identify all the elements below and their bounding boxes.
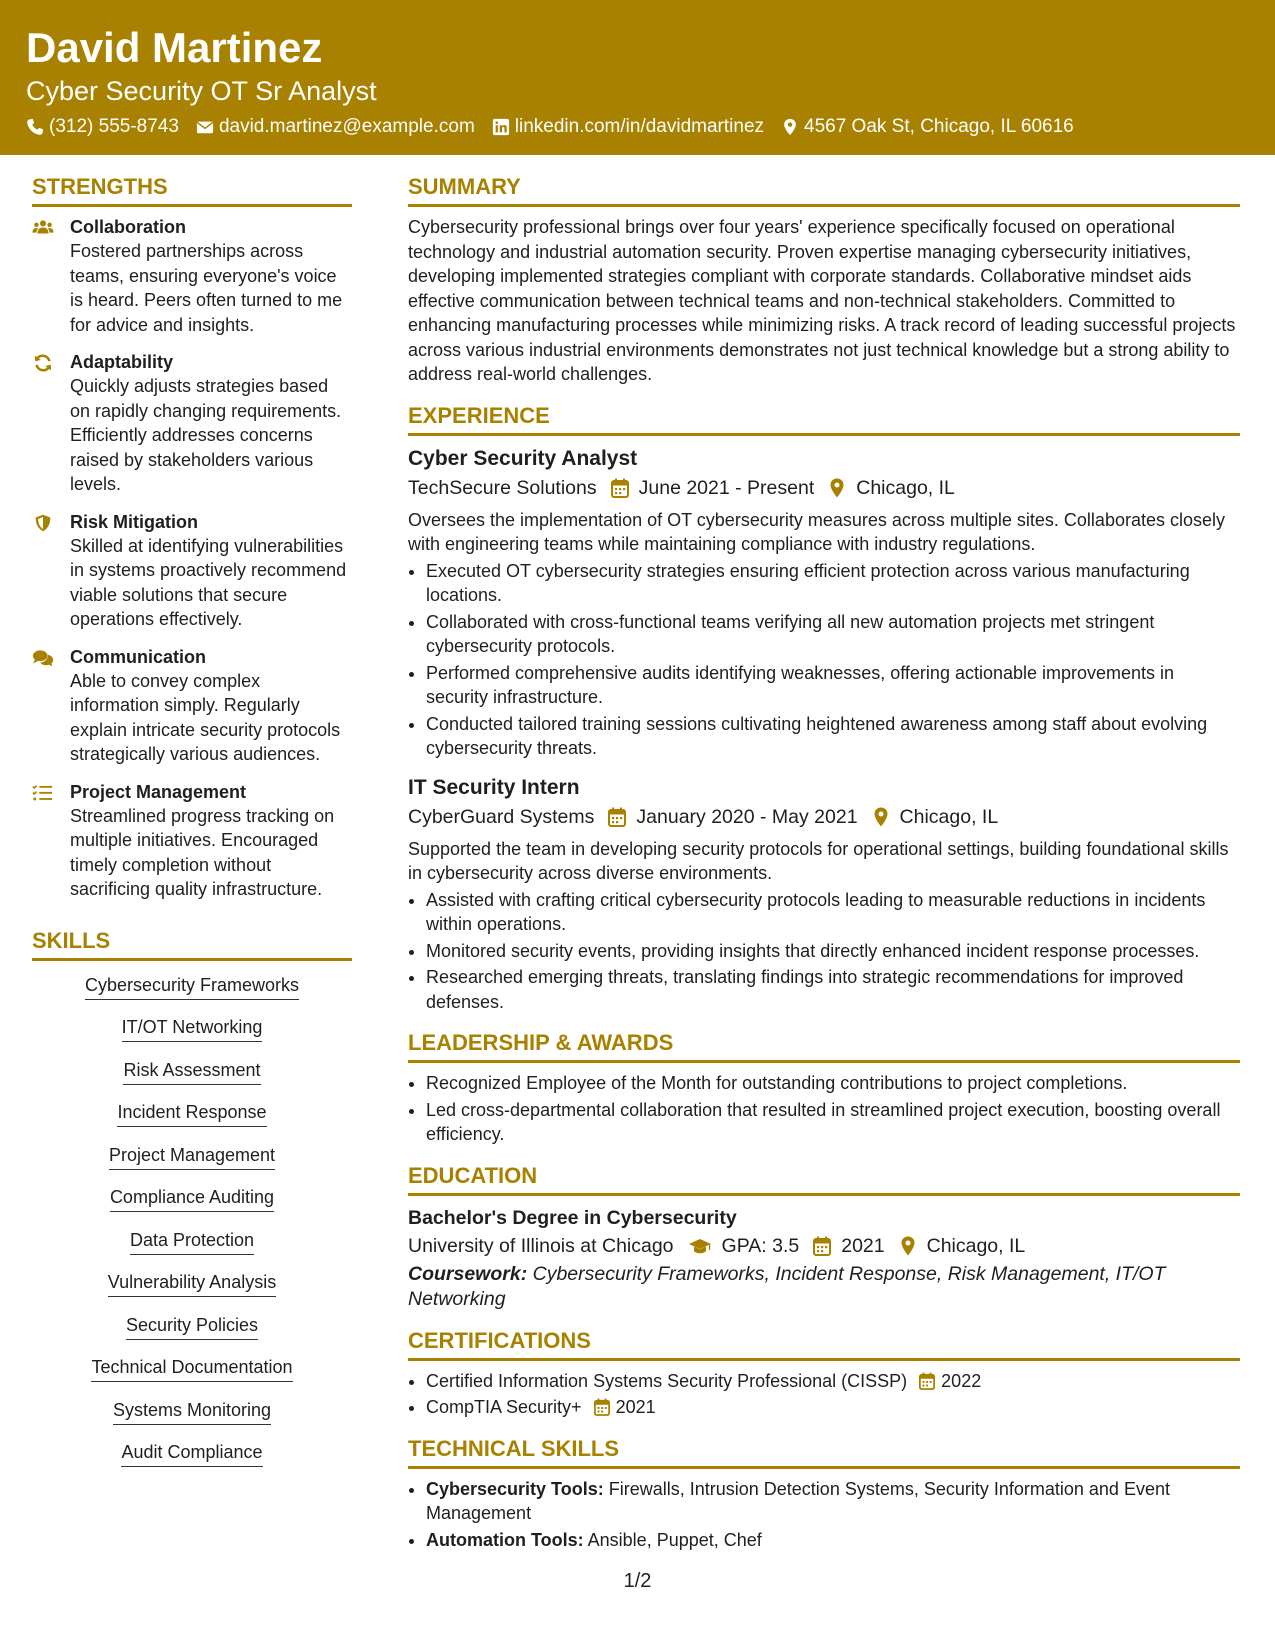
technical-skill-label: Cybersecurity Tools: (426, 1478, 604, 1499)
skill-tag: Compliance Auditing (110, 1185, 274, 1212)
calendar-icon (919, 1372, 935, 1390)
envelope-icon (196, 118, 214, 136)
certifications-list (408, 1369, 1240, 1420)
summary-text: Cybersecurity professional brings over four years' experience specifically focused on operational technology and industrial automation security. Proven expertise managing cybersecurity initiatives, developing implemented strategies compliant with corporate standards. Collaborative mindset aids effective communication between technical teams and non-technical stakeholders. Committed to enhancing manufacturing processes while minimizing risks. A track record of leading successful projects across various industrial environments demonstrates not just technical knowledge but a strong ability to address real-world challenges. (408, 217, 1236, 384)
job-description: Oversees the implementation of OT cybersecurity measures across multiple sites. Collaborates closely with engineering teams while maintaining compliance with industry regulations. (408, 509, 1225, 554)
certification-year: 2021 (615, 1397, 656, 1417)
tasks-icon (32, 780, 70, 902)
certifications-section (408, 1326, 1240, 1420)
job-bullet: • Collaborated with cross-functional teams verifying all new automation projects met stringent cybersecurity protocols. (426, 610, 1240, 659)
technical-skills-section (408, 1434, 1240, 1553)
job-bullet: • Monitored security events, providing insights that directly enhanced incident response processes. (426, 939, 1240, 964)
education-location: Chicago, IL (926, 1234, 1026, 1257)
gpa: GPA: 3.5 (721, 1234, 800, 1257)
education-section (408, 1161, 1240, 1312)
job-bullet: • Conducted tailored training sessions cultivating heightened awareness among staff about evolving cybersecurity threats. (426, 712, 1240, 761)
strength-item (32, 510, 352, 632)
skill-tag: Audit Compliance (121, 1440, 262, 1467)
section-heading: STRENGTHS (32, 172, 352, 207)
technical-skill-item (426, 1528, 1240, 1553)
skill-tag: Cybersecurity Frameworks (85, 973, 299, 1000)
company-name: TechSecure Solutions (408, 476, 597, 499)
contact-address (781, 114, 1074, 140)
contact-linkedin[interactable] (492, 114, 764, 140)
leadership-list (408, 1071, 1240, 1147)
certification-name: • CompTIA Security+ (426, 1397, 582, 1417)
page-number: 1/2 (623, 1570, 652, 1592)
skills-section (32, 926, 352, 1468)
users-icon (32, 215, 70, 337)
strength-item (32, 645, 352, 767)
strength-desc: Streamlined progress tracking on multiple initiatives. Encouraged timely completion without sacrificing quality infrastructure. (70, 805, 335, 899)
left-column (32, 172, 352, 1483)
phone-text: (312) 555-8743 (49, 116, 179, 137)
skill-tag: Technical Documentation (91, 1355, 292, 1382)
job-entry (408, 773, 1240, 1015)
skill-tag: Security Policies (126, 1313, 258, 1340)
coursework-list: Cybersecurity Frameworks, Incident Response, Risk Management, IT/OT Networking (408, 1262, 1166, 1310)
technical-skill-label: Automation Tools: (426, 1529, 584, 1550)
job-bullet: • Executed OT cybersecurity strategies ensuring efficient protection across various manufacturing locations. (426, 559, 1240, 608)
graduation-year: 2021 (841, 1234, 885, 1257)
strength-item (32, 215, 352, 337)
calendar-icon (813, 1236, 831, 1256)
technical-skill-value: Ansible, Puppet, Chef (587, 1529, 762, 1550)
job-description: Supported the team in developing security protocols for operational settings, building foundational skills in cybersecurity across diverse environments. (408, 838, 1229, 883)
strength-title: Collaboration (70, 217, 186, 237)
strength-desc: Skilled at identifying vulnerabilities in systems proactively recommend viable solutions that secure operations effectively. (70, 535, 347, 629)
strength-desc: Quickly adjusts strategies based on rapidly changing requirements. Efficiently addresses concerns raised by stakeholders various levels. (70, 376, 342, 494)
skill-tag: Data Protection (130, 1228, 254, 1255)
skill-tag: Systems Monitoring (113, 1398, 271, 1425)
candidate-title: Cyber Security OT Sr Analyst (26, 76, 377, 106)
job-bullets (408, 559, 1240, 761)
shield-icon (32, 510, 70, 632)
job-meta (408, 803, 1240, 831)
section-heading: EXPERIENCE (408, 401, 1240, 436)
certification-year: 2022 (941, 1370, 982, 1391)
leadership-section (408, 1028, 1240, 1147)
section-heading: TECHNICAL SKILLS (408, 1434, 1240, 1469)
technical-skill-value: Firewalls, Intrusion Detection Systems, Security Information and Event Management (426, 1478, 1170, 1523)
company-name: CyberGuard Systems (408, 805, 595, 828)
contact-phone[interactable] (26, 114, 179, 140)
job-meta (408, 474, 1240, 502)
sync-icon (32, 350, 70, 497)
contact-email[interactable] (196, 114, 475, 140)
section-heading: SKILLS (32, 926, 352, 961)
job-entry (408, 444, 1240, 761)
job-dates: January 2020 - May 2021 (636, 805, 858, 828)
calendar-icon (608, 807, 626, 827)
experience-section (408, 401, 1240, 1015)
contact-bar (26, 114, 1091, 140)
leadership-item: • Led cross-departmental collaboration that resulted in streamlined project execution, boosting overall efficiency. (426, 1098, 1240, 1147)
comments-icon (32, 645, 70, 767)
strength-item (32, 350, 352, 497)
candidate-name: David Martinez (26, 24, 323, 71)
certification-item (426, 1395, 1240, 1420)
education-meta (408, 1232, 1240, 1260)
job-title: IT Security Intern (408, 775, 580, 799)
phone-icon (26, 118, 44, 136)
email-text: david.martinez@example.com (218, 116, 475, 137)
map-marker-icon (872, 807, 890, 827)
strength-desc: Able to convey complex information simply. Regularly explain intricate security protocols strategically various audiences. (70, 670, 341, 764)
map-marker-icon (899, 1236, 917, 1256)
address-text: 4567 Oak St, Chicago, IL 60616 (804, 116, 1074, 137)
certification-name: • Certified Information Systems Security Professional (CISSP) (426, 1370, 908, 1391)
strength-title: Risk Mitigation (70, 511, 199, 532)
technical-skill-item (426, 1477, 1240, 1526)
skill-tag: Risk Assessment (123, 1058, 260, 1085)
map-marker-icon (781, 118, 799, 136)
job-title: Cyber Security Analyst (408, 446, 638, 470)
job-bullet: • Researched emerging threats, translating findings into strategic recommendations for improved defenses. (426, 965, 1240, 1014)
calendar-icon (611, 478, 629, 498)
section-heading: EDUCATION (408, 1161, 1240, 1196)
strength-title: Adaptability (70, 352, 174, 372)
graduation-cap-icon (688, 1236, 712, 1256)
calendar-icon (594, 1398, 610, 1416)
job-location: Chicago, IL (899, 805, 999, 828)
job-bullets (408, 888, 1240, 1015)
strength-title: Communication (70, 646, 207, 667)
right-column (408, 172, 1240, 1566)
leadership-item: • Recognized Employee of the Month for outstanding contributions to project completions. (426, 1071, 1240, 1096)
certification-item (426, 1369, 1240, 1394)
job-location: Chicago, IL (856, 476, 955, 499)
job-bullet: • Performed comprehensive audits identifying weaknesses, offering actionable improvements in security infrastructure. (426, 661, 1240, 710)
resume-header (0, 0, 1275, 155)
skills-list (32, 973, 352, 1468)
strength-desc: Fostered partnerships across teams, ensuring everyone's voice is heard. Peers often turned to me for advice and insights. (70, 241, 343, 335)
coursework (408, 1262, 1240, 1312)
strength-item (32, 780, 352, 902)
linkedin-icon (492, 118, 510, 136)
strength-title: Project Management (70, 781, 247, 802)
section-heading: CERTIFICATIONS (408, 1326, 1240, 1361)
skill-tag: Vulnerability Analysis (108, 1270, 276, 1297)
section-heading: SUMMARY (408, 172, 1240, 207)
map-marker-icon (828, 478, 846, 498)
school-name: University of Illinois at Chicago (408, 1234, 674, 1257)
skill-tag: Incident Response (117, 1100, 266, 1127)
skill-tag: Project Management (109, 1143, 275, 1170)
job-dates: June 2021 - Present (638, 476, 815, 499)
section-heading: LEADERSHIP & AWARDS (408, 1028, 1240, 1063)
strengths-section (32, 172, 352, 902)
summary-section (408, 172, 1240, 387)
coursework-label: Coursework: (408, 1262, 528, 1285)
linkedin-text: linkedin.com/in/davidmartinez (514, 116, 765, 137)
degree-title: Bachelor's Degree in Cybersecurity (408, 1206, 737, 1229)
skill-tag: IT/OT Networking (122, 1015, 263, 1042)
technical-skills-list (408, 1477, 1240, 1553)
job-bullet: • Assisted with crafting critical cybersecurity protocols leading to measurable reductions in incidents within operations. (426, 888, 1240, 937)
